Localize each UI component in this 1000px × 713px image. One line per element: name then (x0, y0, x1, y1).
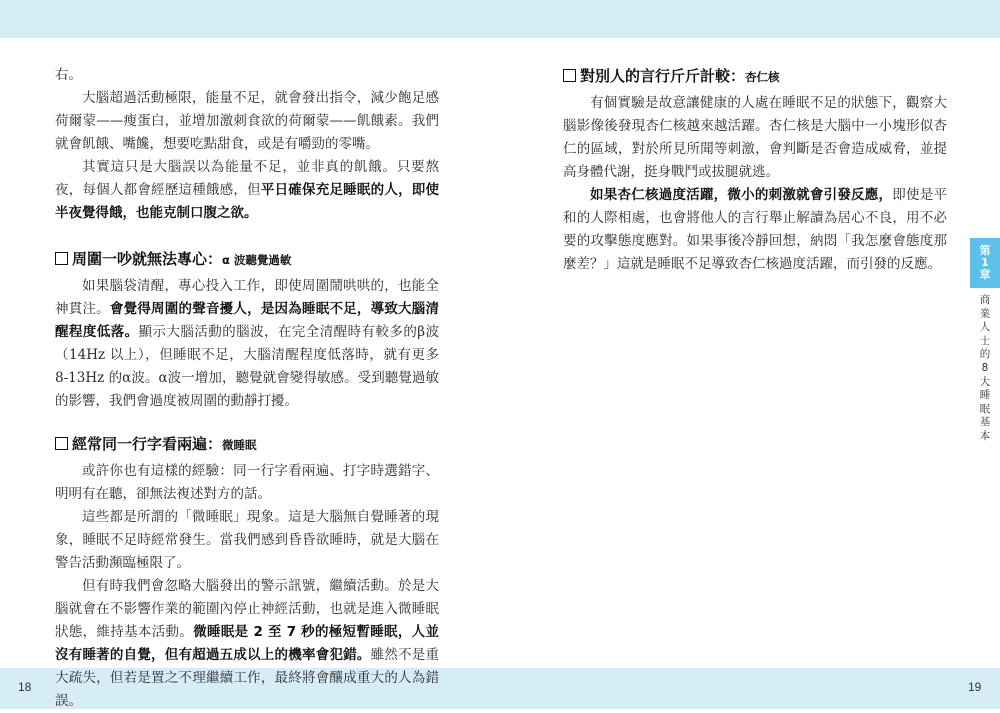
page-number-right: 19 (968, 680, 982, 694)
bold-emphasis: 微睡眠是 2 至 7 秒的極短暫睡眠，人並沒有睡著的自覺，但有超過五成以上的機率會犯錯。 (55, 624, 439, 663)
bold-emphasis: 如果杏仁核過度活躍，微小的刺激就會引發反應， (590, 187, 893, 203)
top-band (0, 0, 1000, 38)
paragraph: 這些都是所謂的「微睡眠」現象。這是大腦無自覺睡著的現象，睡眠不足時經常發生。當我們感到昏昏欲睡時，就是大腦在警告活動瀕臨極限了。 (55, 509, 439, 571)
checkbox-square-icon (563, 69, 576, 82)
paragraph: 如果杏仁核過度活躍，微小的刺激就會引發反應，即使是平和的人際相處，也會將他人的言行舉止解讀為居心不良，用不必要的攻擊態度應對。如果事後冷靜回想，納悶「我怎麼會態度那麼差？」這就是睡眠不足導致杏仁核過度活躍，而引發的反應。 (563, 187, 948, 272)
page-number-left: 18 (18, 680, 32, 694)
section-heading: 周圍一吵就無法專心： α 波聽覺過敏 (55, 247, 439, 272)
paragraph: 或許你也有這樣的經驗：同一行字看兩遍、打字時選錯字、明明有在聽，卻無法複述對方的話。 (55, 463, 439, 502)
right-page-column (563, 64, 947, 276)
bold-emphasis: 平日確保充足睡眠的人，即使半夜覺得餓，也能克制口腹之欲。 (55, 182, 440, 221)
paragraph: 大腦超過活動極限，能量不足，就會發出指令，減少飽足感荷爾蒙——瘦蛋白，並增加激刺食欲的荷爾蒙——飢餓素。我們就會飢餓、嘴饞，想要吃點甜食，或是有嚼勁的零嘴。 (55, 90, 439, 152)
section-heading: 對別人的言行斤斤計較： 杏仁核 (563, 64, 947, 89)
bold-emphasis: 會覺得周圍的聲音擾人，是因為睡眠不足，導致大腦清醒程度低落。 (55, 301, 440, 340)
left-page-column (55, 64, 439, 713)
chapter-vertical-title: 商 業 人 士 的 8 大 睡 眠 基 本 (979, 294, 991, 442)
paragraph: 其實這只是大腦誤以為能量不足，並非真的飢餓。只要熬夜，每個人都會經歷這種餓感，但平日確保充足睡眠的人，即使半夜覺得餓，也能克制口腹之欲。 (55, 159, 440, 221)
intro-line: 右。 (55, 67, 82, 83)
section-heading: 經常同一行字看兩遍： 微睡眠 (55, 432, 439, 457)
paragraph: 但有時我們會忽略大腦發出的警示訊號，繼續活動。於是大腦就會在不影響作業的範圍內停止神經活動，也就是進入微睡眠狀態，維持基本活動。微睡眠是 2 至 7 秒的極短暫睡眠，人並沒有睡著的自覺，但有超過五成以上的機率會犯錯。雖然不是重大疏失，但若是置之不理繼續工作，最終將會釀成重大的人為錯誤。 (55, 578, 440, 709)
paragraph: 如果腦袋清醒，專心投入工作，即使周圍鬧哄哄的，也能全神貫注。會覺得周圍的聲音擾人，是因為睡眠不足，導致大腦清醒程度低落。顯示大腦活動的腦波，在完全清醒時有較多的β波（14Hz 以上），但睡眠不足，大腦清醒程度低落時，就有更多8-13Hz 的α波。α波一增加，聽覺就會變得敏感。受到聽覺過敏的影響，我們會過度被周圍的動靜打擾。 (55, 278, 440, 409)
checkbox-square-icon (55, 252, 68, 265)
checkbox-square-icon (55, 437, 68, 450)
paragraph: 有個實驗是故意讓健康的人處在睡眠不足的狀態下，觀察大腦影像後發現杏仁核越來越活躍。杏仁核是大腦中一小塊形似杏仁的區域，對於所見所聞等刺激，會判斷是否會造成威脅，並提高身體代謝，挺身戰鬥或拔腿就逃。 (563, 95, 947, 180)
chapter-tab: 第 1 章 (970, 238, 1000, 288)
